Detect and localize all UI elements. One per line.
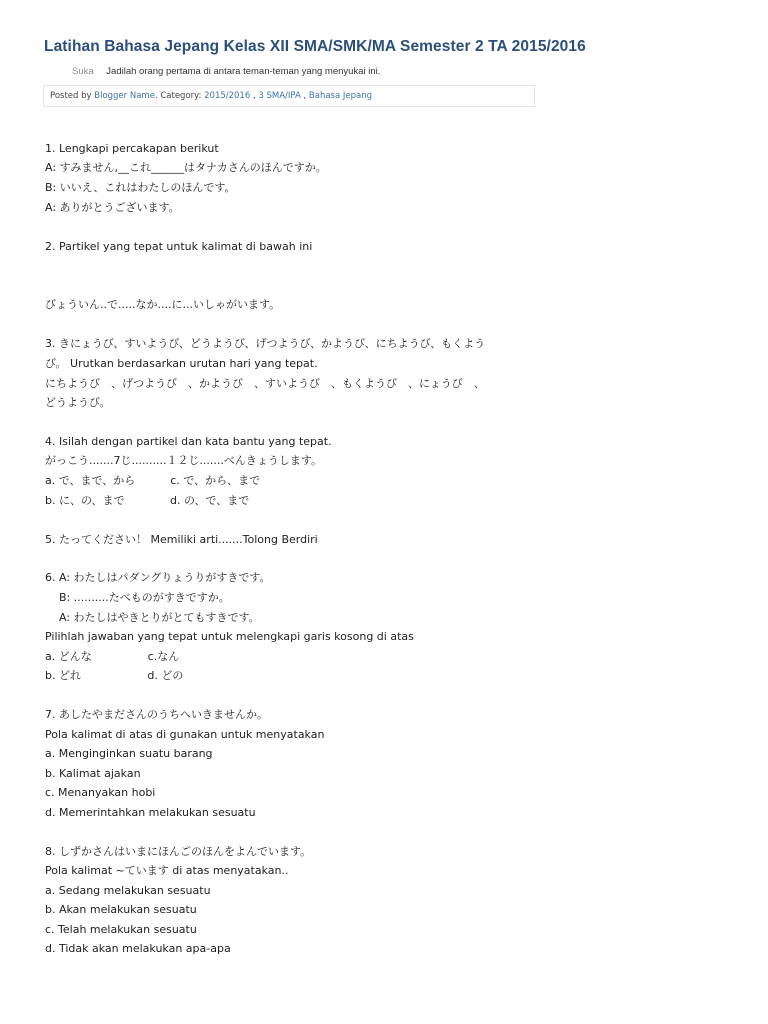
question-7-option: c. Menanyakan hobi <box>45 786 156 799</box>
question-6-options: b. どれ d. どの <box>45 669 184 682</box>
question-2-line: びょういん..で.....なか....に...いしゃがいます。 <box>45 298 281 311</box>
question-3-line: にちようび 、げつようび 、かようび 、すいようび 、もくようび 、にょうび 、 <box>45 377 485 390</box>
question-1-heading: 1. Lengkapi percakapan berikut <box>45 142 219 155</box>
question-1-line: A: すみません,__これ______はタナカさんのほんですか。 <box>45 161 327 174</box>
question-3-line: どうようび。 <box>45 396 111 409</box>
question-7-heading: 7. あしたやまださんのうちへいきませんか。 <box>45 708 268 721</box>
category-link-2015-2016[interactable]: 2015/2016 <box>204 91 251 101</box>
question-7-option: b. Kalimat ajakan <box>45 767 141 780</box>
question-6-line: Pilihlah jawaban yang tepat untuk melengkapi garis kosong di atas <box>45 630 414 643</box>
question-4-options: b. に、の、まで d. の、で、まで <box>45 494 250 507</box>
question-8-line: Pola kalimat ~ています di atas menyatakan.. <box>45 864 289 877</box>
question-7-option: a. Menginginkan suatu barang <box>45 747 213 760</box>
question-8-option: b. Akan melakukan sesuatu <box>45 903 197 916</box>
category-separator: , <box>300 91 309 101</box>
question-4-options: a. で、まで、から c. で、から、まで <box>45 474 261 487</box>
question-6-options: a. どんな c.なん <box>45 650 180 663</box>
category-link-3-sma-ipa[interactable]: 3 SMA/IPA <box>258 91 301 101</box>
question-6-line: A: わたしはやきとりがとてもすきです。 <box>45 611 260 624</box>
category-link-bahasa-jepang[interactable]: Bahasa Jepang <box>308 91 373 101</box>
category-label: . Category: <box>154 91 202 101</box>
like-row <box>72 66 380 77</box>
question-5-heading: 5. たってください！ Memiliki arti.......Tolong Berdiri <box>45 533 318 546</box>
question-3-line: び。 Urutkan berdasarkan urutan hari yang tepat. <box>45 357 318 370</box>
like-button[interactable]: Suka <box>72 66 94 77</box>
question-4-line: がっこう.......7じ..........１２じ.......べんきょうします。 <box>45 454 323 467</box>
question-3-heading: 3. きにょうび、すいようび、どうようび、げつようび、かようび、にちようび、もくよう <box>45 337 486 350</box>
question-8-option: a. Sedang melakukan sesuatu <box>45 884 211 897</box>
question-1-line: A: ありがとうございます。 <box>45 201 180 214</box>
like-prompt: Jadilah orang pertama di antara teman-teman yang menyukai ini. <box>106 66 381 77</box>
question-6-heading: 6. A: わたしはパダングりょうりがすきです。 <box>45 571 271 584</box>
post-title: Latihan Bahasa Jepang Kelas XII SMA/SMK/MA Semester 2 TA 2015/2016 <box>44 38 586 55</box>
question-7-option: d. Memerintahkan melakukan sesuatu <box>45 806 256 819</box>
author-link[interactable]: Blogger Name <box>94 91 155 101</box>
question-8-heading: 8. しずかさんはいまにほんごのほんをよんでいます。 <box>45 845 312 858</box>
category-separator: , <box>250 91 259 101</box>
post-meta <box>43 85 535 107</box>
question-6-line: B: ..........たべものがすきですか。 <box>45 591 230 604</box>
question-7-line: Pola kalimat di atas di gunakan untuk menyatakan <box>45 728 325 741</box>
question-8-option: c. Telah melakukan sesuatu <box>45 923 197 936</box>
posted-by-label: Posted by <box>50 91 92 101</box>
question-1-line: B: いいえ、これはわたしのほんです。 <box>45 181 236 194</box>
question-4-heading: 4. Isilah dengan partikel dan kata bantu yang tepat. <box>45 435 332 448</box>
question-2-heading: 2. Partikel yang tepat untuk kalimat di bawah ini <box>45 240 313 253</box>
question-8-option: d. Tidak akan melakukan apa-apa <box>45 942 231 955</box>
